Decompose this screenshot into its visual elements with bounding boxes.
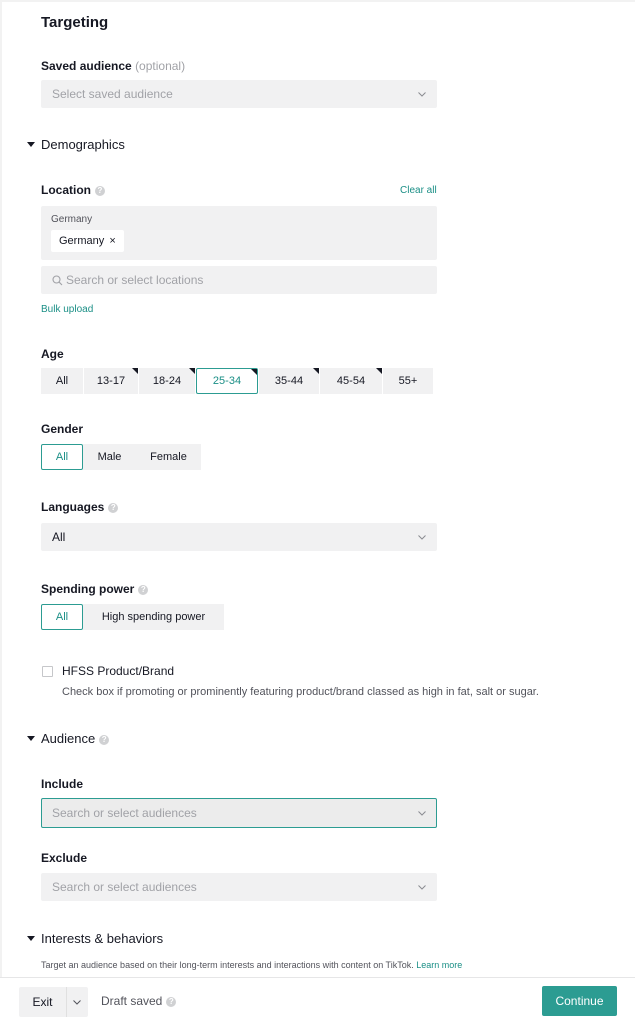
interests-section-title[interactable]: Interests & behaviors (41, 931, 164, 946)
clear-all-link[interactable]: Clear all (400, 185, 437, 196)
exit-dropdown-toggle[interactable] (67, 987, 88, 1017)
location-label (41, 183, 105, 197)
draft-status (101, 994, 176, 1008)
learn-more-link[interactable]: Learn more (416, 960, 463, 970)
saved-audience-label-text: Saved audience (41, 59, 132, 73)
interests-description (41, 960, 462, 970)
search-icon (52, 275, 63, 286)
exclude-audiences-placeholder: Search or select audiences (52, 880, 197, 894)
location-group-label: Germany (51, 214, 93, 225)
age-option-25-34-label: 25-34 (212, 375, 242, 387)
age-option-45-54[interactable] (320, 368, 382, 394)
exclude-label: Exclude (41, 851, 88, 865)
spending-power-label (41, 582, 148, 596)
age-corner-marker (376, 368, 382, 374)
footer-bar (0, 977, 635, 1024)
hfss-checkbox[interactable] (42, 666, 53, 677)
audience-section-title-text: Audience (41, 731, 96, 746)
spending-power-selector (41, 604, 224, 630)
gender-selector (41, 444, 201, 470)
age-option-25-34[interactable] (196, 368, 258, 394)
location-search-placeholder: Search or select locations (66, 273, 204, 287)
age-option-13-17[interactable] (84, 368, 138, 394)
gender-option-female[interactable]: Female (136, 444, 201, 470)
help-icon[interactable]: ? (166, 997, 176, 1007)
saved-audience-placeholder: Select saved audience (52, 87, 173, 101)
help-icon[interactable]: ? (138, 585, 148, 595)
chevron-down-icon (418, 809, 426, 817)
help-icon[interactable]: ? (108, 503, 118, 513)
include-audiences-select[interactable] (41, 798, 437, 828)
age-option-13-17-label: 13-17 (96, 375, 126, 387)
selected-locations-box (41, 206, 437, 260)
chevron-down-icon (418, 883, 426, 891)
saved-audience-label (41, 59, 185, 73)
bulk-upload-link[interactable]: Bulk upload (41, 304, 94, 315)
location-chip (51, 230, 124, 252)
demographics-section-title[interactable]: Demographics (41, 137, 125, 152)
chevron-down-icon (418, 90, 426, 98)
remove-chip-icon[interactable]: × (109, 235, 116, 247)
languages-label-text: Languages (41, 500, 105, 514)
gender-option-male[interactable]: Male (83, 444, 136, 470)
hfss-help-text: Check box if promoting or prominently featuring product/brand classed as high in fat, salt or sugar. (62, 686, 539, 698)
exclude-audiences-select[interactable] (41, 873, 437, 901)
optional-hint: (optional) (135, 59, 186, 73)
age-corner-marker (251, 369, 257, 375)
age-corner-marker (313, 368, 319, 374)
audience-section-title[interactable] (41, 731, 109, 746)
age-corner-marker (189, 368, 195, 374)
age-label: Age (41, 347, 64, 361)
hfss-label[interactable]: HFSS Product/Brand (62, 664, 175, 678)
draft-status-text: Draft saved (101, 994, 163, 1008)
languages-select[interactable] (41, 523, 437, 551)
exit-button-group (19, 987, 88, 1017)
exit-button[interactable]: Exit (19, 987, 67, 1017)
gender-option-all[interactable]: All (41, 444, 83, 470)
audience-collapse-icon[interactable] (27, 736, 35, 741)
spending-power-label-text: Spending power (41, 582, 135, 596)
age-option-55-plus[interactable]: 55+ (383, 368, 433, 394)
targeting-panel (2, 2, 635, 977)
gender-label: Gender (41, 422, 84, 436)
age-option-18-24[interactable] (139, 368, 195, 394)
age-option-35-44[interactable] (259, 368, 319, 394)
age-option-all[interactable]: All (41, 368, 83, 394)
spending-option-high[interactable]: High spending power (83, 604, 224, 630)
help-icon[interactable]: ? (99, 735, 109, 745)
age-option-35-44-label: 35-44 (274, 375, 304, 387)
age-option-18-24-label: 18-24 (152, 375, 182, 387)
chevron-down-icon (418, 533, 426, 541)
chevron-down-icon (73, 998, 81, 1006)
help-icon[interactable]: ? (95, 186, 105, 196)
languages-value: All (52, 530, 66, 544)
location-chip-label: Germany (59, 235, 105, 247)
age-option-45-54-label: 45-54 (336, 375, 366, 387)
location-search-input[interactable] (41, 266, 437, 294)
spending-option-all[interactable]: All (41, 604, 83, 630)
interests-collapse-icon[interactable] (27, 936, 35, 941)
saved-audience-select[interactable] (41, 80, 437, 108)
include-audiences-placeholder: Search or select audiences (52, 806, 197, 820)
location-label-text: Location (41, 183, 91, 197)
age-selector (41, 368, 433, 394)
continue-button[interactable]: Continue (542, 986, 617, 1016)
targeting-title: Targeting (41, 14, 109, 31)
interests-description-text: Target an audience based on their long-term interests and interactions with content on TikTok. (41, 960, 414, 970)
demographics-collapse-icon[interactable] (27, 142, 35, 147)
languages-label (41, 500, 118, 514)
age-corner-marker (132, 368, 138, 374)
include-label: Include (41, 777, 84, 791)
